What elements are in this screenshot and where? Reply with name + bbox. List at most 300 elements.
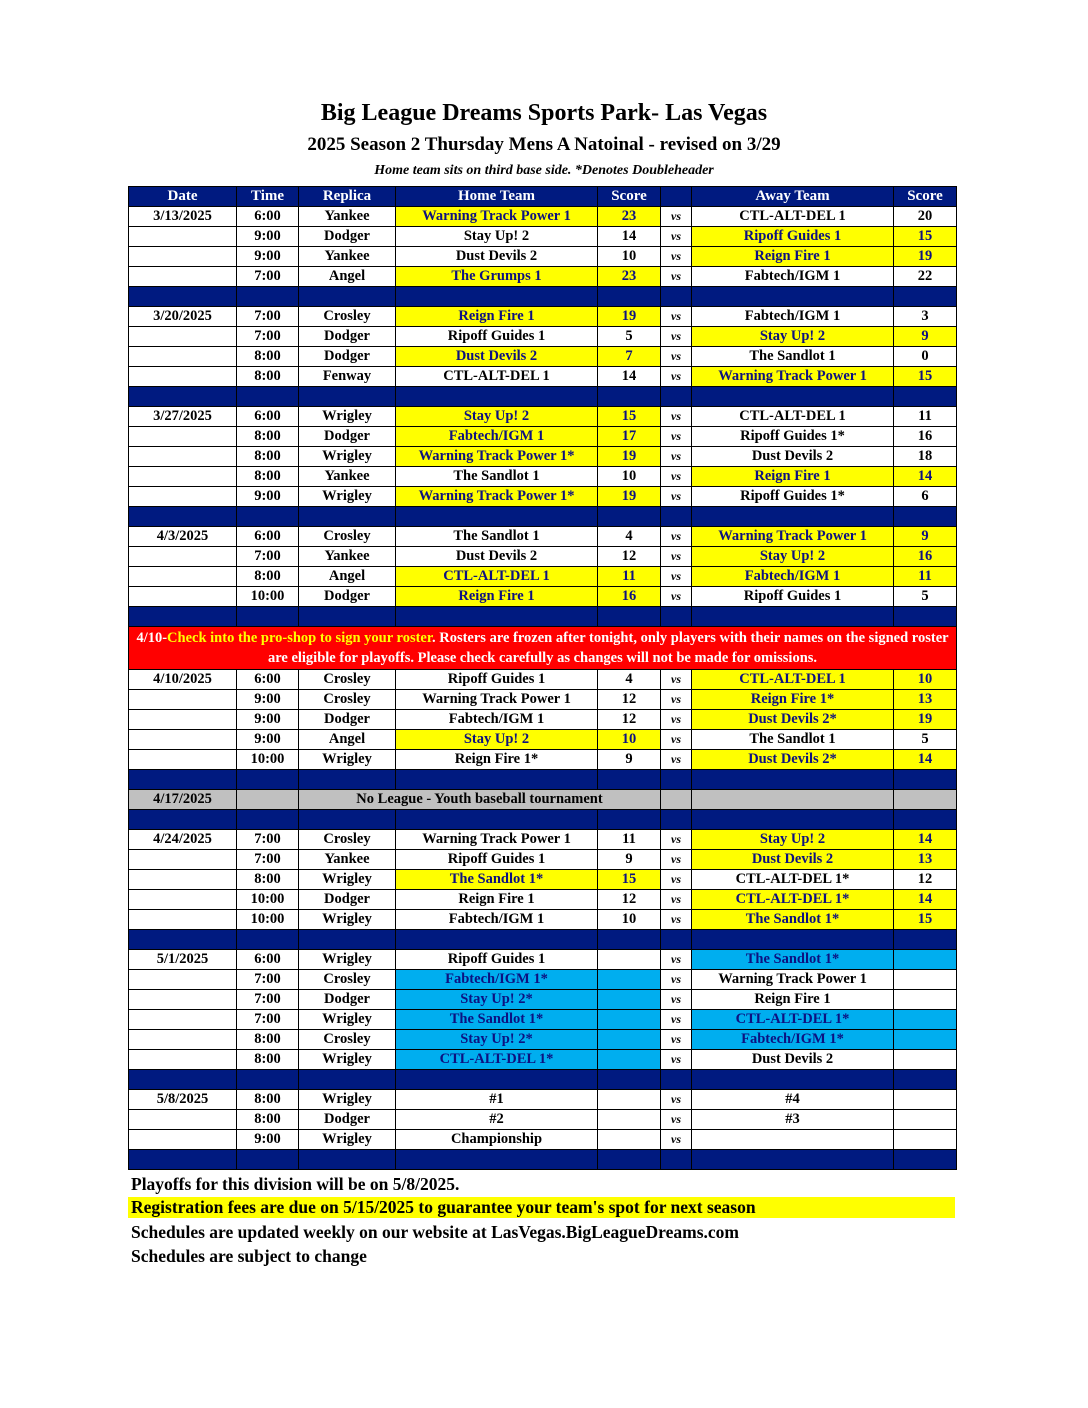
home-score (598, 1090, 661, 1110)
home-team: CTL-ALT-DEL 1 (396, 367, 598, 387)
game-date (129, 750, 237, 770)
vs-label: vs (661, 307, 692, 327)
home-team: Dust Devils 2 (396, 547, 598, 567)
field-replica: Wrigley (299, 870, 396, 890)
away-score: 15 (894, 227, 957, 247)
vs-label: vs (661, 447, 692, 467)
away-score: 19 (894, 247, 957, 267)
game-time: 8:00 (237, 467, 299, 487)
game-row (129, 547, 957, 567)
game-row (129, 830, 957, 850)
vs-label: vs (661, 1130, 692, 1150)
vs-label: vs (661, 690, 692, 710)
field-replica: Crosley (299, 970, 396, 990)
home-team: Reign Fire 1 (396, 307, 598, 327)
game-row (129, 247, 957, 267)
away-score: 15 (894, 910, 957, 930)
home-score (598, 1030, 661, 1050)
separator-cell (692, 387, 894, 407)
home-team: Ripoff Guides 1 (396, 950, 598, 970)
no-league-row (129, 790, 957, 810)
separator-cell (894, 507, 957, 527)
vs-label: vs (661, 910, 692, 930)
home-team: Fabtech/IGM 1 (396, 710, 598, 730)
away-score: 6 (894, 487, 957, 507)
game-row (129, 227, 957, 247)
field-replica: Angel (299, 267, 396, 287)
away-team: Fabtech/IGM 1 (692, 567, 894, 587)
page-title: Big League Dreams Sports Park- Las Vegas (320, 100, 768, 126)
separator-cell (598, 810, 661, 830)
separator-cell (237, 607, 299, 627)
separator-cell (299, 1070, 396, 1090)
away-score (894, 1090, 957, 1110)
field-replica: Crosley (299, 1030, 396, 1050)
away-team: Stay Up! 2 (692, 327, 894, 347)
home-team: The Sandlot 1* (396, 1010, 598, 1030)
away-team: CTL-ALT-DEL 1* (692, 870, 894, 890)
game-time: 9:00 (237, 1130, 299, 1150)
game-date (129, 327, 237, 347)
game-row (129, 447, 957, 467)
game-date: 4/17/2025 (129, 790, 237, 810)
vs-label: vs (661, 850, 692, 870)
empty-cell (661, 790, 692, 810)
field-replica: Dodger (299, 1110, 396, 1130)
separator-cell (692, 1070, 894, 1090)
game-row (129, 207, 957, 227)
game-time: 7:00 (237, 307, 299, 327)
vs-label: vs (661, 247, 692, 267)
game-time: 9:00 (237, 487, 299, 507)
game-date (129, 427, 237, 447)
vs-label: vs (661, 730, 692, 750)
vs-label: vs (661, 1010, 692, 1030)
home-team: The Grumps 1 (396, 267, 598, 287)
away-team: The Sandlot 1* (692, 910, 894, 930)
separator-cell (692, 770, 894, 790)
away-score: 9 (894, 327, 957, 347)
separator-cell (598, 607, 661, 627)
separator-cell (299, 507, 396, 527)
game-row (129, 487, 957, 507)
away-score: 11 (894, 567, 957, 587)
vs-label: vs (661, 227, 692, 247)
home-team: The Sandlot 1* (396, 870, 598, 890)
away-score: 15 (894, 367, 957, 387)
game-date (129, 347, 237, 367)
game-date (129, 267, 237, 287)
away-team: The Sandlot 1 (692, 730, 894, 750)
vs-label: vs (661, 950, 692, 970)
home-score: 19 (598, 307, 661, 327)
separator-cell (598, 507, 661, 527)
away-score: 3 (894, 307, 957, 327)
away-team: Ripoff Guides 1 (692, 587, 894, 607)
notice-highlight: Check into the pro-shop to sign your roster (167, 630, 432, 646)
home-score (598, 1130, 661, 1150)
vs-label: vs (661, 1110, 692, 1130)
separator-cell (894, 930, 957, 950)
home-score: 10 (598, 247, 661, 267)
vs-label: vs (661, 207, 692, 227)
home-score: 19 (598, 447, 661, 467)
game-row (129, 467, 957, 487)
home-score: 10 (598, 910, 661, 930)
separator-cell (661, 387, 692, 407)
game-time: 6:00 (237, 407, 299, 427)
separator-cell (299, 387, 396, 407)
home-score: 23 (598, 207, 661, 227)
away-team: #4 (692, 1090, 894, 1110)
separator-cell (661, 1150, 692, 1170)
home-team: Reign Fire 1 (396, 587, 598, 607)
away-score: 10 (894, 670, 957, 690)
game-row (129, 690, 957, 710)
home-team: The Sandlot 1 (396, 467, 598, 487)
field-replica: Angel (299, 730, 396, 750)
home-team: Championship (396, 1130, 598, 1150)
game-row (129, 427, 957, 447)
separator-cell (129, 810, 237, 830)
away-score: 14 (894, 750, 957, 770)
separator-cell (129, 607, 237, 627)
field-replica: Fenway (299, 367, 396, 387)
separator-cell (237, 1070, 299, 1090)
field-replica: Wrigley (299, 1090, 396, 1110)
separator-cell (894, 810, 957, 830)
home-team: Warning Track Power 1 (396, 207, 598, 227)
empty-cell (894, 790, 957, 810)
game-date: 3/13/2025 (129, 207, 237, 227)
separator-cell (299, 810, 396, 830)
separator-cell (129, 507, 237, 527)
field-replica: Wrigley (299, 1010, 396, 1030)
game-row (129, 567, 957, 587)
away-team: Dust Devils 2 (692, 1050, 894, 1070)
separator-cell (396, 1150, 598, 1170)
away-score: 13 (894, 850, 957, 870)
game-row (129, 910, 957, 930)
home-team: Reign Fire 1* (396, 750, 598, 770)
home-team: Fabtech/IGM 1 (396, 910, 598, 930)
game-date: 4/24/2025 (129, 830, 237, 850)
game-date (129, 970, 237, 990)
home-team: Warning Track Power 1 (396, 690, 598, 710)
home-score (598, 970, 661, 990)
game-row (129, 670, 957, 690)
schedule-table (128, 186, 957, 1170)
separator-cell (661, 810, 692, 830)
separator-cell (129, 930, 237, 950)
footer-registration: Registration fees are due on 5/15/2025 to guarantee your team's spot for next season (128, 1197, 955, 1218)
away-score (894, 1050, 957, 1070)
game-time: 7:00 (237, 990, 299, 1010)
game-row (129, 1010, 957, 1030)
game-row (129, 890, 957, 910)
vs-label: vs (661, 990, 692, 1010)
home-score: 10 (598, 730, 661, 750)
game-time: 6:00 (237, 670, 299, 690)
home-score: 5 (598, 327, 661, 347)
separator-cell (299, 770, 396, 790)
away-team: Reign Fire 1* (692, 690, 894, 710)
home-team: The Sandlot 1 (396, 527, 598, 547)
vs-label: vs (661, 870, 692, 890)
separator-cell (894, 287, 957, 307)
field-replica: Wrigley (299, 910, 396, 930)
separator-cell (894, 1150, 957, 1170)
field-replica: Wrigley (299, 750, 396, 770)
game-time: 8:00 (237, 447, 299, 467)
home-score: 10 (598, 467, 661, 487)
field-replica: Dodger (299, 227, 396, 247)
home-team: Stay Up! 2* (396, 990, 598, 1010)
game-time: 8:00 (237, 367, 299, 387)
game-time: 8:00 (237, 427, 299, 447)
week-separator-row (129, 1070, 957, 1090)
game-row (129, 307, 957, 327)
separator-cell (237, 770, 299, 790)
game-date (129, 1030, 237, 1050)
field-replica: Dodger (299, 427, 396, 447)
game-time: 10:00 (237, 587, 299, 607)
game-row (129, 1050, 957, 1070)
home-score: 19 (598, 487, 661, 507)
vs-label: vs (661, 347, 692, 367)
game-date (129, 227, 237, 247)
home-score: 9 (598, 750, 661, 770)
game-date (129, 567, 237, 587)
away-team: The Sandlot 1 (692, 347, 894, 367)
away-score: 0 (894, 347, 957, 367)
week-separator-row (129, 930, 957, 950)
header-home-score: Score (598, 187, 661, 207)
separator-cell (237, 930, 299, 950)
vs-label: vs (661, 670, 692, 690)
game-row (129, 750, 957, 770)
home-team: Reign Fire 1 (396, 890, 598, 910)
vs-label: vs (661, 487, 692, 507)
field-replica: Yankee (299, 547, 396, 567)
field-replica: Crosley (299, 690, 396, 710)
game-date: 3/20/2025 (129, 307, 237, 327)
separator-cell (396, 387, 598, 407)
empty-cell (692, 790, 894, 810)
game-time: 8:00 (237, 870, 299, 890)
away-team: Ripoff Guides 1* (692, 427, 894, 447)
game-date (129, 1010, 237, 1030)
game-date (129, 910, 237, 930)
header-time: Time (237, 187, 299, 207)
game-date (129, 1050, 237, 1070)
separator-cell (237, 810, 299, 830)
game-time: 9:00 (237, 247, 299, 267)
game-date (129, 487, 237, 507)
field-replica: Dodger (299, 327, 396, 347)
game-time: 8:00 (237, 1030, 299, 1050)
game-time: 8:00 (237, 1110, 299, 1130)
home-team: Ripoff Guides 1 (396, 670, 598, 690)
away-team: Reign Fire 1 (692, 467, 894, 487)
away-team: Dust Devils 2 (692, 850, 894, 870)
separator-cell (661, 507, 692, 527)
game-row (129, 347, 957, 367)
away-score: 20 (894, 207, 957, 227)
separator-cell (894, 607, 957, 627)
away-score (894, 1110, 957, 1130)
separator-cell (129, 287, 237, 307)
game-date: 5/8/2025 (129, 1090, 237, 1110)
separator-cell (396, 287, 598, 307)
home-team: CTL-ALT-DEL 1 (396, 567, 598, 587)
separator-cell (396, 1070, 598, 1090)
away-score: 16 (894, 427, 957, 447)
separator-cell (396, 930, 598, 950)
home-team: Warning Track Power 1* (396, 447, 598, 467)
game-date (129, 890, 237, 910)
header-away-team: Away Team (692, 187, 894, 207)
field-replica: Wrigley (299, 407, 396, 427)
vs-label: vs (661, 750, 692, 770)
away-score: 5 (894, 730, 957, 750)
away-score: 14 (894, 890, 957, 910)
week-separator-row (129, 287, 957, 307)
empty-cell (237, 790, 299, 810)
home-score: 17 (598, 427, 661, 447)
game-date: 5/1/2025 (129, 950, 237, 970)
game-row (129, 870, 957, 890)
away-team: Warning Track Power 1 (692, 527, 894, 547)
separator-cell (598, 387, 661, 407)
header-date: Date (129, 187, 237, 207)
field-replica: Dodger (299, 587, 396, 607)
field-replica: Crosley (299, 670, 396, 690)
game-row (129, 327, 957, 347)
home-score: 12 (598, 690, 661, 710)
away-team: CTL-ALT-DEL 1 (692, 407, 894, 427)
separator-cell (299, 1150, 396, 1170)
vs-label: vs (661, 830, 692, 850)
vs-label: vs (661, 587, 692, 607)
away-team: CTL-ALT-DEL 1* (692, 890, 894, 910)
game-time: 9:00 (237, 690, 299, 710)
vs-label: vs (661, 1050, 692, 1070)
field-replica: Angel (299, 567, 396, 587)
home-team: Ripoff Guides 1 (396, 327, 598, 347)
separator-cell (396, 810, 598, 830)
home-score: 9 (598, 850, 661, 870)
home-score: 12 (598, 890, 661, 910)
away-team: Ripoff Guides 1* (692, 487, 894, 507)
separator-cell (299, 287, 396, 307)
game-date (129, 1130, 237, 1150)
away-team: The Sandlot 1* (692, 950, 894, 970)
separator-cell (692, 1150, 894, 1170)
field-replica: Wrigley (299, 950, 396, 970)
separator-cell (598, 930, 661, 950)
page-note: Home team sits on third base side. *Denotes Doubleheader (374, 163, 714, 178)
footer-website: Schedules are updated weekly on our website at LasVegas.BigLeagueDreams.com (131, 1222, 739, 1242)
separator-cell (237, 387, 299, 407)
separator-cell (894, 1070, 957, 1090)
separator-cell (129, 1150, 237, 1170)
game-time: 6:00 (237, 527, 299, 547)
vs-label: vs (661, 327, 692, 347)
field-replica: Dodger (299, 890, 396, 910)
away-score: 16 (894, 547, 957, 567)
game-date (129, 467, 237, 487)
game-date (129, 730, 237, 750)
away-team: Fabtech/IGM 1 (692, 267, 894, 287)
game-row (129, 950, 957, 970)
field-replica: Crosley (299, 307, 396, 327)
separator-cell (894, 770, 957, 790)
notice-text: . Rosters are frozen after tonight, only players with their names on the signed roster are eligible for playoffs. Please check carefully as changes will not be made for omissions. (267, 630, 949, 666)
game-date (129, 690, 237, 710)
game-time: 10:00 (237, 910, 299, 930)
away-team: CTL-ALT-DEL 1 (692, 207, 894, 227)
vs-label: vs (661, 547, 692, 567)
game-time: 8:00 (237, 567, 299, 587)
home-team: Fabtech/IGM 1* (396, 970, 598, 990)
separator-cell (598, 1070, 661, 1090)
away-team: Fabtech/IGM 1* (692, 1030, 894, 1050)
game-time: 10:00 (237, 750, 299, 770)
away-team: #3 (692, 1110, 894, 1130)
separator-cell (661, 1070, 692, 1090)
vs-label: vs (661, 267, 692, 287)
away-team: Dust Devils 2* (692, 710, 894, 730)
game-row (129, 1030, 957, 1050)
away-team: Dust Devils 2* (692, 750, 894, 770)
vs-label: vs (661, 1030, 692, 1050)
away-team: Warning Track Power 1 (692, 367, 894, 387)
away-score (894, 950, 957, 970)
game-date (129, 367, 237, 387)
separator-cell (598, 287, 661, 307)
home-score: 4 (598, 670, 661, 690)
away-score: 13 (894, 690, 957, 710)
separator-cell (237, 507, 299, 527)
home-score (598, 990, 661, 1010)
separator-cell (692, 930, 894, 950)
week-separator-row (129, 387, 957, 407)
game-row (129, 367, 957, 387)
field-replica: Wrigley (299, 1050, 396, 1070)
game-time: 7:00 (237, 970, 299, 990)
roster-notice (129, 627, 957, 670)
game-time: 7:00 (237, 850, 299, 870)
separator-cell (396, 607, 598, 627)
field-replica: Yankee (299, 207, 396, 227)
away-score: 18 (894, 447, 957, 467)
game-row (129, 850, 957, 870)
separator-cell (129, 1070, 237, 1090)
home-team: Warning Track Power 1 (396, 830, 598, 850)
game-row (129, 1110, 957, 1130)
separator-cell (692, 607, 894, 627)
home-team: #2 (396, 1110, 598, 1130)
game-date (129, 587, 237, 607)
game-time: 8:00 (237, 347, 299, 367)
away-team: Reign Fire 1 (692, 990, 894, 1010)
away-team: CTL-ALT-DEL 1* (692, 1010, 894, 1030)
home-score: 14 (598, 367, 661, 387)
game-time: 9:00 (237, 710, 299, 730)
vs-label: vs (661, 1090, 692, 1110)
separator-cell (692, 507, 894, 527)
